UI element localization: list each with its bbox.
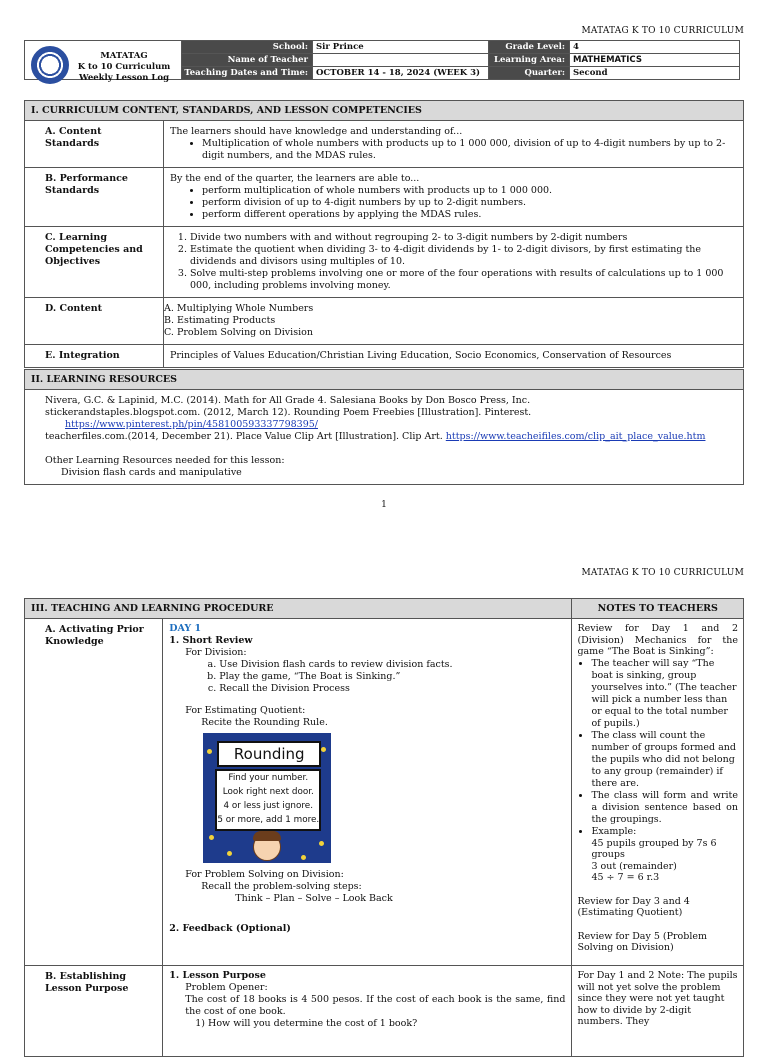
other-resources-value: Division flash cards and manipulative [61,467,242,478]
performance-standards-label: B. Performance Standards [25,168,164,227]
dates-label: Teaching Dates and Time: [182,67,313,80]
curriculum-label: MATATAG K TO 10 CURRICULUM [581,26,744,36]
logo-text: MATATAG K to 10 Curriculum Weekly Lesson Log [77,51,171,83]
page-number: 1 [381,500,387,510]
content-d: A. Multiplying Whole Numbers B. Estimating Products C. Problem Solving on Division [164,298,744,345]
reference-3-link[interactable]: https://www.teacheifiles.com/clip_ait_place_value.htm [445,431,706,442]
section1-title: I. CURRICULUM CONTENT, STANDARDS, AND LESSON COMPETENCIES [25,101,744,121]
school-label: School: [182,41,313,54]
teacher-label: Name of Teacher [182,54,313,67]
competencies-label: C. Learning Competencies and Objectives [25,227,164,298]
logo-cell [25,41,182,83]
activating-label: A. Activating Prior Knowledge [25,619,163,966]
notes-activating: Review for Day 1 and 2 (Division) Mechanics for the game “The Boat is Sinking”: • The teacher will say “The boat is sinking, group yourselves into.” (The teacher will pick a number less than or equal to the total number of pupils.) • The class will count the number of groups formed and the pupils who did not belong to any group (remainder) if there are. • The class will form and write a division sentence based on the groupings. • Example: 45 pupils grouped by 7s 6 groups 3 out (remainder) 45 ÷ 7 = 6 r.3 Review for Day 3 and 4 (Estimating Quotient) Review for Day 5 (Problem Solving on Division) [572,619,744,966]
section-resources [24,369,744,485]
notes-establishing: For Day 1 and 2 Note: The pupils will not yet solve the problem since they were not yet taught how to divide by 2-digit numbers. They [572,966,744,1057]
deped-seal-icon [31,46,69,84]
grade-value: 4 [570,41,740,54]
reference-2-link[interactable]: https://www.pinterest.ph/pin/458100593337798395/ [65,419,318,430]
establishing-content: 1. Lesson Purpose Problem Opener: The cost of 18 books is 4 500 pesos. If the cost of each book is the same, find the cost of one book. 1) How will you determine the cost of 1 book? [163,966,572,1057]
area-label: Learning Area: [489,54,570,67]
competencies: 1. Divide two numbers with and without regrouping 2- to 3-digit numbers by 2-digit numbers 2. Estimate the quotient when dividing 3- to 4-digit dividends by 1- to 2-digit divisors, by first estimating the dividends and divisors using multiples of 10. 3. Solve multi-step problems involving one or more of the four operations with results of calculations up to 1 000 000, including problems involving money. [164,227,744,298]
performance-standards: By the end of the quarter, the learners are able to... • perform multiplication of whole numbers with products up to 1 000 000. • perform division of up to 4-digit numbers by up to 2-digit numbers. • perform different operations by applying the MDAS rules. [164,168,744,227]
integration-text: Principles of Values Education/Christian Living Education, Socio Economics, Conservation of Resources [164,345,744,368]
content-standards-label: A. Content Standards [25,121,164,168]
section-procedure [24,598,744,1057]
curriculum-label-page2: MATATAG K TO 10 CURRICULUM [581,568,744,578]
integration-label: E. Integration [25,345,164,368]
section-curriculum [24,100,744,368]
content-d-label: D. Content [25,298,164,345]
notes-title: NOTES TO TEACHERS [572,599,744,619]
quarter-value: Second [570,67,740,80]
rounding-poem-image: Rounding Find your number. Look right next door. 4 or less just ignore. 5 or more, add 1 more. [203,733,331,863]
activating-content: DAY 1 1. Short Review For Division: a. Use Division flash cards to review division facts. b. Play the game, “The Boat is Sinking.” c. Recall the Division Process For Estimating Quotient: Recite the Rounding Rule. Rounding Find your number. Look right next door. 4 or less just ignore. 5 or more, add 1 more. For Problem Solving on Division: Recall the problem-solving steps: Think – Plan – Solve – Look Back 2. Feedback (Optional) [163,619,572,966]
teacher-value [313,54,489,67]
reference-2: stickerandstaples.blogspot.com. (2012, March 12). Rounding Poem Freebies [Illustration]. Pinterest. [45,407,532,418]
resources-list [25,390,744,485]
establishing-label: B. Establishing Lesson Purpose [25,966,163,1057]
section2-title: II. LEARNING RESOURCES [25,370,744,390]
content-standards: The learners should have knowledge and understanding of... • Multiplication of whole numbers with products up to 1 000 000, division of up to 4-digit numbers by up to 2-digit numbers, and the MDAS rules. [164,121,744,168]
dates-value: OCTOBER 14 - 18, 2024 (WEEK 3) [313,67,489,80]
header-table [24,40,740,84]
school-value: Sir Prince [313,41,489,54]
area-value: MATHEMATICS [570,54,740,67]
reference-1: Nivera, G.C. & Lapinid, M.C. (2014). Math for All Grade 4. Salesiana Books by Don Bosco Press, Inc. [45,395,531,406]
other-resources-label: Other Learning Resources needed for this lesson: [45,455,285,466]
day-label: DAY 1 [169,623,202,634]
section3-title: III. TEACHING AND LEARNING PROCEDURE [25,599,572,619]
reference-3: teacherfiles.com.(2014, December 21). Place Value Clip Art [Illustration]. Clip Art. https://www.teacheifiles.com/clip_ait_place_value.htm [45,431,706,442]
grade-label: Grade Level: [489,41,570,54]
quarter-label: Quarter: [489,67,570,80]
